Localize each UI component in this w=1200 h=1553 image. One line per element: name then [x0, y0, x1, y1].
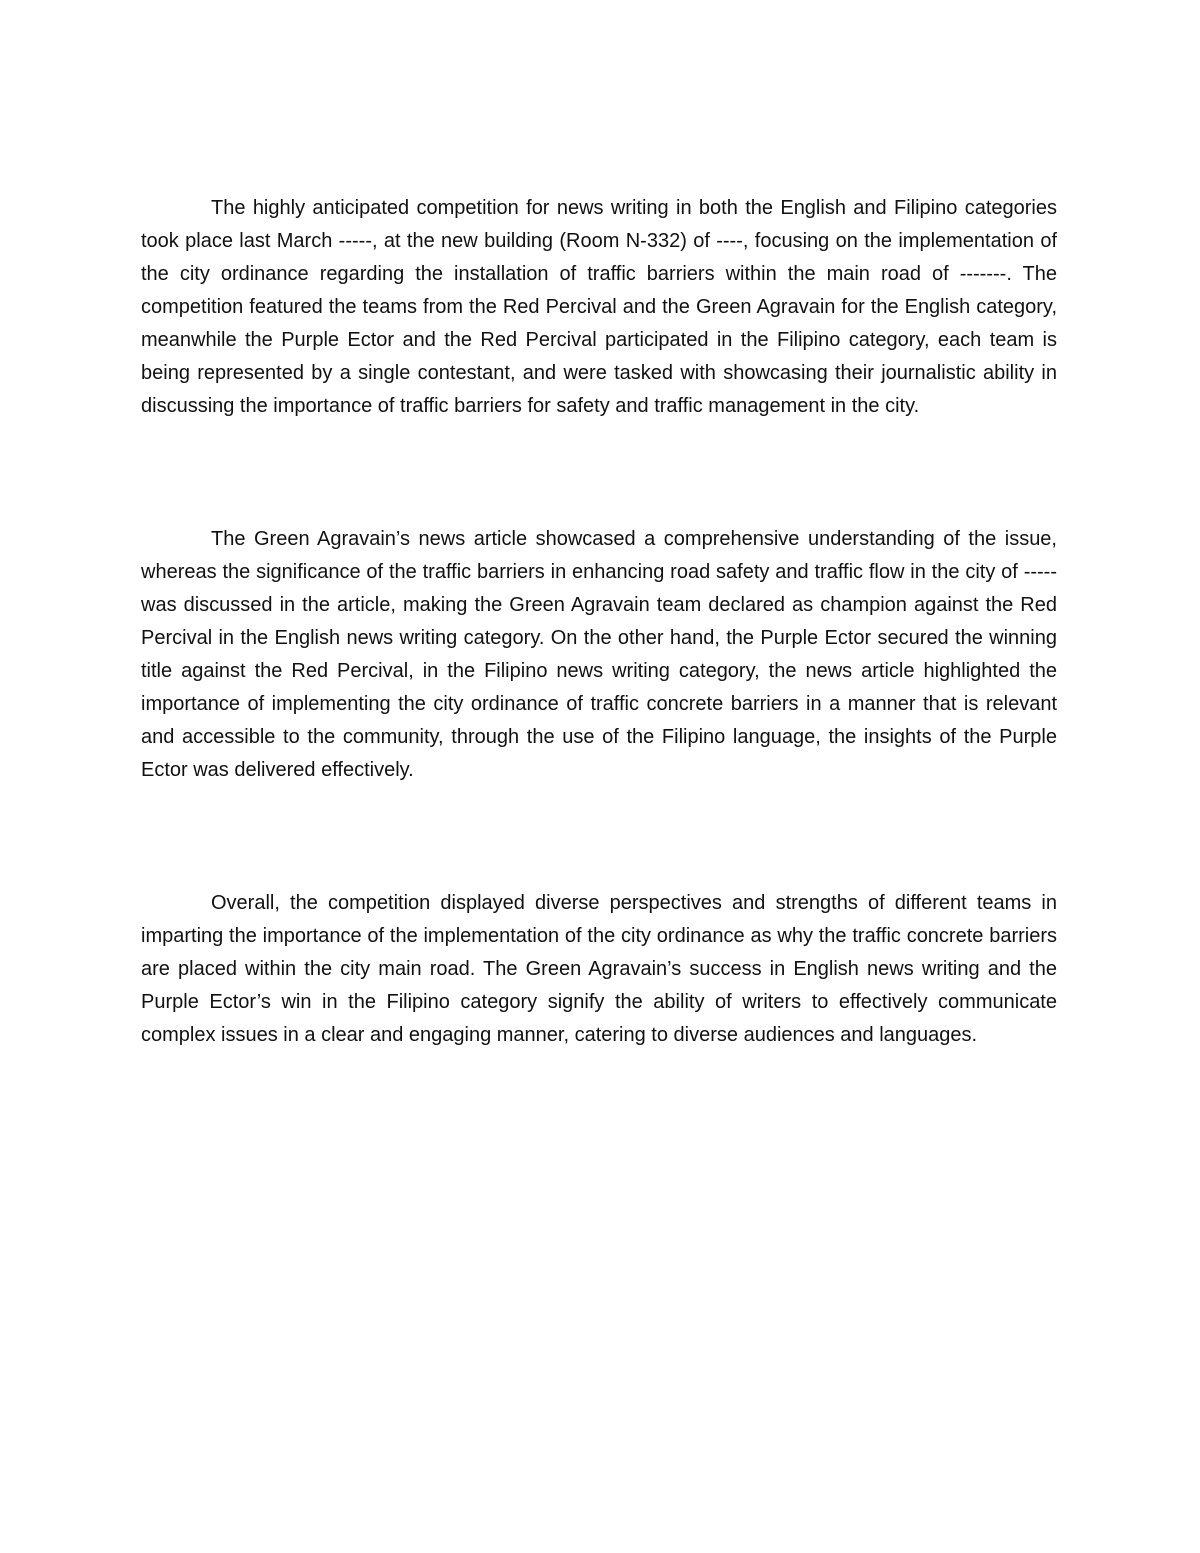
- paragraph-results: The Green Agravain’s news article showcased a comprehensive understanding of the issue, whereas the significance of the traffic barriers in enhancing road safety and traffic flow in the city of ----- was discussed in the article, making the Green Agravain team declared as champion against the Red Percival in the English news writing category. On the other hand, the Purple Ector secured the winning title against the Red Percival, in the Filipino news writing category, the news article highlighted the importance of implementing the city ordinance of traffic concrete barriers in a manner that is relevant and accessible to the community, through the use of the Filipino language, the insights of the Purple Ector was delivered effectively.: [141, 528, 1057, 781]
- document-body: [141, 192, 1057, 1052]
- paragraph-competition-overview: The highly anticipated competition for news writing in both the English and Filipino categories took place last March -----, at the new building (Room N-332) of ----, focusing on the implementation of the city ordinance regarding the installation of traffic barriers within the main road of -------. The competition featured the teams from the Red Percival and the Green Agravain for the English category, meanwhile the Purple Ector and the Red Percival participated in the Filipino category, each team is being represented by a single contestant, and were tasked with showcasing their journalistic ability in discussing the importance of traffic barriers for safety and traffic management in the city.: [141, 197, 1057, 417]
- paragraph-conclusion: Overall, the competition displayed diverse perspectives and strengths of different teams in imparting the importance of the implementation of the city ordinance as why the traffic concrete barriers are placed within the city main road. The Green Agravain’s success in English news writing and the Purple Ector’s win in the Filipino category signify the ability of writers to effectively communicate complex issues in a clear and engaging manner, catering to diverse audiences and languages.: [141, 892, 1057, 1046]
